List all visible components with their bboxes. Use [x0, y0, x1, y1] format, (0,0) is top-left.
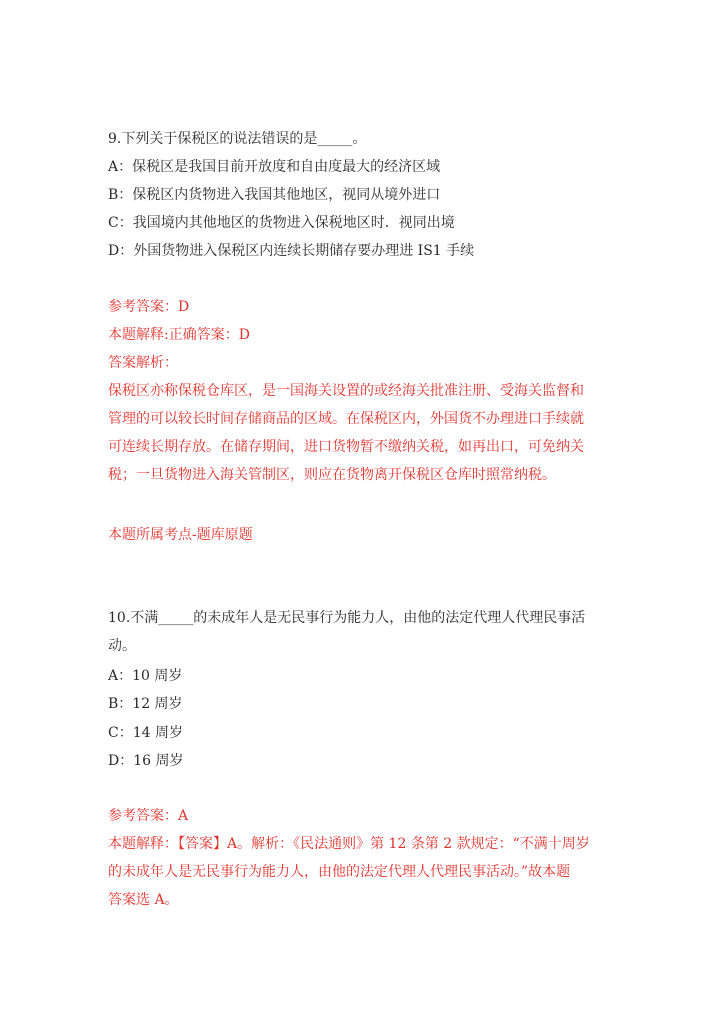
- question-9-analysis-line-2: 管理的可以较长时间存储商品的区域。在保税区内，外国货不办理进口手续就: [108, 411, 584, 427]
- question-9-analysis-label: 答案解析：: [108, 355, 178, 371]
- question-9-analysis-line-3: 可连续长期存放。在储存期间，进口货物暂不缴纳关税，如再出口，可免纳关: [108, 439, 584, 455]
- question-10-option-a: A：10 周岁: [108, 668, 183, 684]
- question-9-option-b: B：保税区内货物进入我国其他地区，视同从境外进口: [108, 187, 441, 203]
- question-9-explanation: 本题解释:正确答案：D: [108, 327, 250, 343]
- question-10-option-d: D：16 周岁: [108, 753, 184, 769]
- question-10-text-line-2: 动。: [108, 638, 136, 654]
- question-9-option-a: A：保税区是我国目前开放度和自由度最大的经济区域: [108, 159, 441, 175]
- question-9-reference-answer: 参考答案：D: [108, 299, 190, 315]
- question-9-option-d: D：外国货物进入保税区内连续长期储存要办理进 IS1 手续: [108, 243, 475, 259]
- question-10-reference-answer: 参考答案：A: [108, 808, 189, 824]
- question-9-source: 本题所属考点-题库原题: [108, 527, 253, 543]
- question-10-explanation-line-3: 答案选 A。: [108, 892, 179, 908]
- question-9-option-c: C：我国境内其他地区的货物进入保税地区时．视同出境: [108, 215, 455, 231]
- question-9-analysis-line-1: 保税区亦称保税仓库区，是一国海关设置的或经海关批准注册、受海关监督和: [108, 383, 584, 399]
- question-10-explanation-line-1: 本题解释：【答案】A。解析：《民法通则》第 12 条第 2 款规定：“不满十周岁: [108, 836, 590, 852]
- question-9-analysis-line-4: 税；一旦货物进入海关管制区，则应在货物离开保税区仓库时照常纳税。: [108, 467, 556, 483]
- question-9-text: 9.下列关于保税区的说法错误的是_____。: [108, 131, 367, 147]
- question-10-text-line-1: 10.不满_____的未成年人是无民事行为能力人，由他的法定代理人代理民事活: [108, 610, 586, 626]
- question-10-option-c: C：14 周岁: [108, 725, 183, 741]
- question-10-explanation-line-2: 的未成年人是无民事行为能力人，由他的法定代理人代理民事活动。”故本题: [108, 864, 571, 880]
- question-10-option-b: B：12 周岁: [108, 696, 183, 712]
